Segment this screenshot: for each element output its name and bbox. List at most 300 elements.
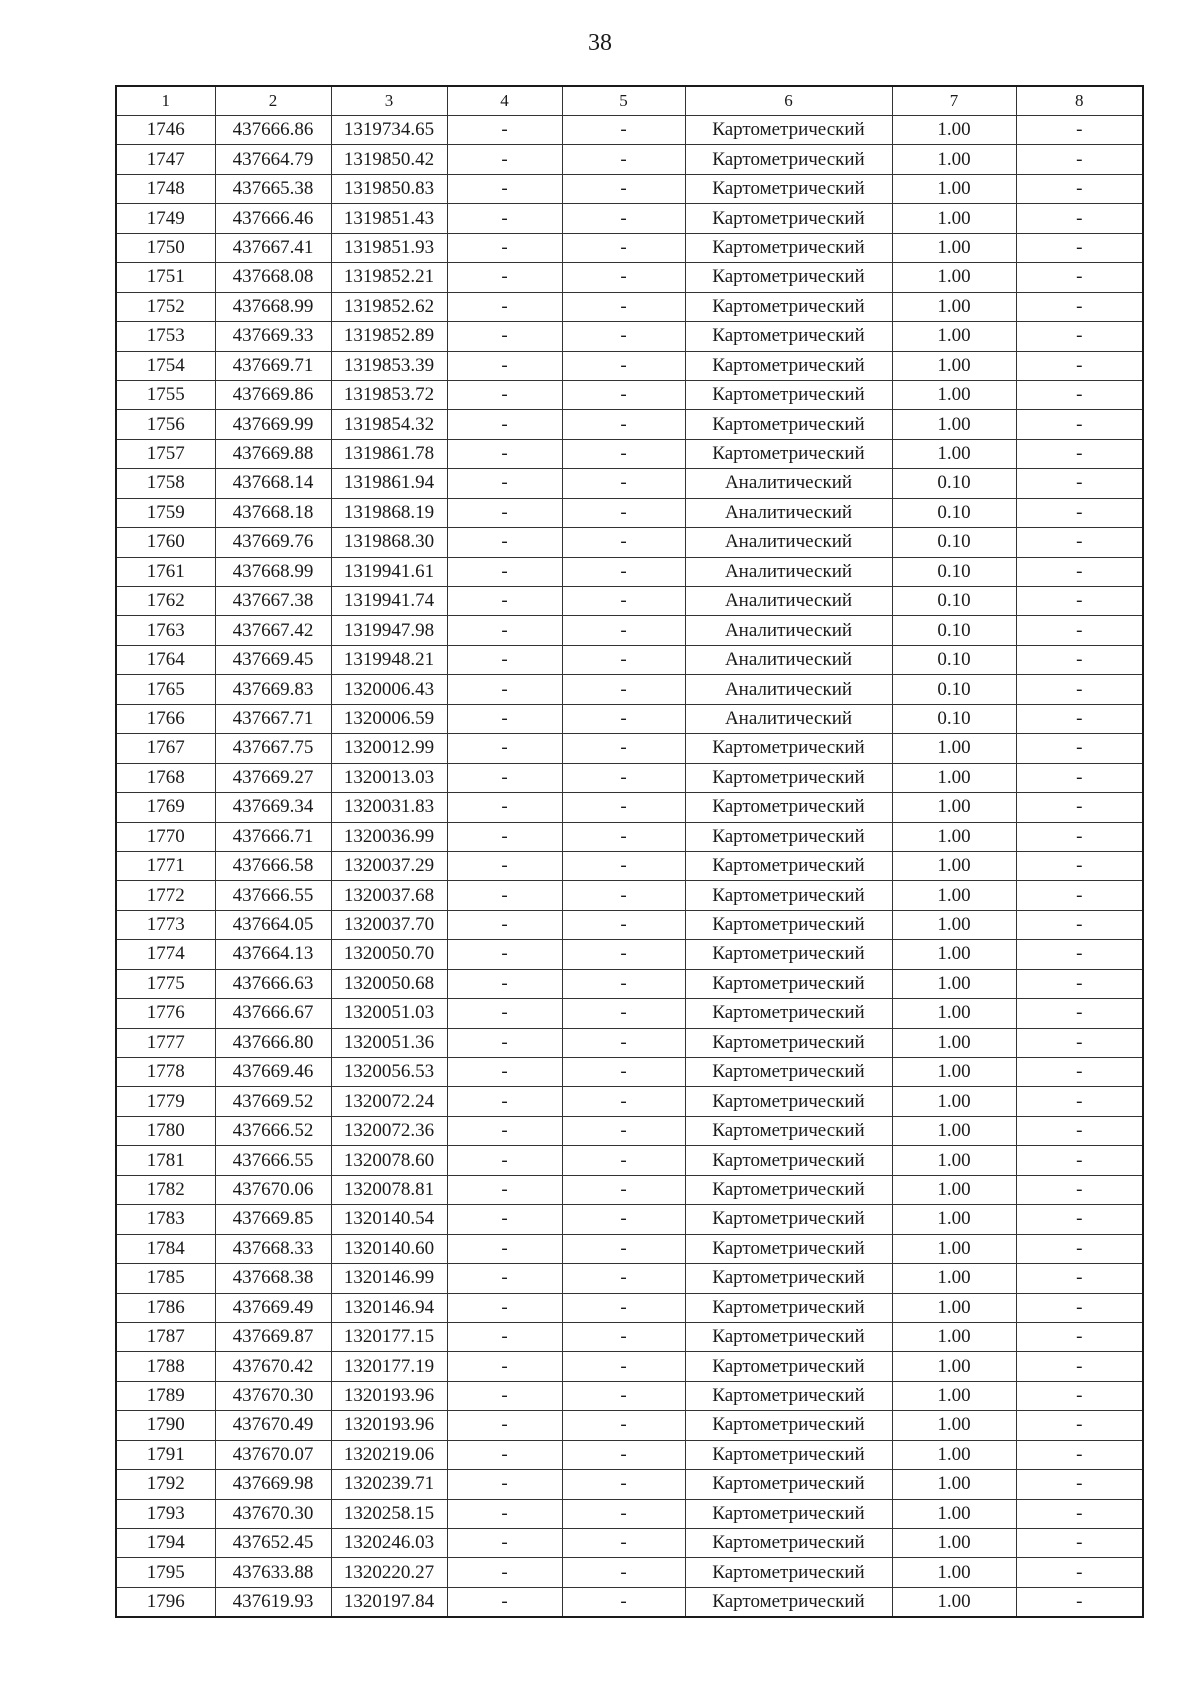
x-coordinate-cell: 437668.99 — [215, 292, 331, 321]
point-number-cell: 1756 — [116, 410, 215, 439]
table-row — [116, 587, 1143, 616]
table-row — [116, 999, 1143, 1028]
method-cell: Картометрический — [685, 1381, 892, 1410]
y-coordinate-cell: 1320036.99 — [331, 822, 447, 851]
col5-cell: - — [562, 822, 685, 851]
accuracy-cell: 1.00 — [892, 145, 1016, 174]
accuracy-cell: 0.10 — [892, 704, 1016, 733]
col5-cell: - — [562, 1587, 685, 1617]
y-coordinate-cell: 1320219.06 — [331, 1440, 447, 1469]
col5-cell: - — [562, 204, 685, 233]
col4-cell: - — [447, 910, 562, 939]
accuracy-cell: 1.00 — [892, 1087, 1016, 1116]
method-cell: Картометрический — [685, 1558, 892, 1587]
y-coordinate-cell: 1320050.68 — [331, 969, 447, 998]
col8-cell: - — [1016, 1411, 1143, 1440]
table-row — [116, 1028, 1143, 1057]
table-row — [116, 793, 1143, 822]
y-coordinate-cell: 1320056.53 — [331, 1058, 447, 1087]
y-coordinate-cell: 1320239.71 — [331, 1470, 447, 1499]
col8-cell: - — [1016, 881, 1143, 910]
column-header-6: 6 — [685, 86, 892, 116]
col5-cell: - — [562, 969, 685, 998]
col8-cell: - — [1016, 910, 1143, 939]
table-row — [116, 1322, 1143, 1351]
point-number-cell: 1767 — [116, 734, 215, 763]
x-coordinate-cell: 437669.71 — [215, 351, 331, 380]
y-coordinate-cell: 1320246.03 — [331, 1529, 447, 1558]
col8-cell: - — [1016, 557, 1143, 586]
col5-cell: - — [562, 1264, 685, 1293]
accuracy-cell: 1.00 — [892, 351, 1016, 380]
col5-cell: - — [562, 410, 685, 439]
col5-cell: - — [562, 292, 685, 321]
method-cell: Аналитический — [685, 587, 892, 616]
col5-cell: - — [562, 704, 685, 733]
point-number-cell: 1785 — [116, 1264, 215, 1293]
column-header-8: 8 — [1016, 86, 1143, 116]
method-cell: Картометрический — [685, 1470, 892, 1499]
y-coordinate-cell: 1320050.70 — [331, 940, 447, 969]
y-coordinate-cell: 1320031.83 — [331, 793, 447, 822]
x-coordinate-cell: 437666.63 — [215, 969, 331, 998]
method-cell: Картометрический — [685, 1205, 892, 1234]
x-coordinate-cell: 437669.98 — [215, 1470, 331, 1499]
y-coordinate-cell: 1319852.62 — [331, 292, 447, 321]
col4-cell: - — [447, 1558, 562, 1587]
method-cell: Картометрический — [685, 763, 892, 792]
col8-cell: - — [1016, 616, 1143, 645]
col4-cell: - — [447, 439, 562, 468]
col5-cell: - — [562, 116, 685, 145]
y-coordinate-cell: 1319861.78 — [331, 439, 447, 468]
method-cell: Картометрический — [685, 1499, 892, 1528]
col8-cell: - — [1016, 851, 1143, 880]
x-coordinate-cell: 437670.30 — [215, 1499, 331, 1528]
y-coordinate-cell: 1319853.39 — [331, 351, 447, 380]
col8-cell: - — [1016, 1352, 1143, 1381]
point-number-cell: 1751 — [116, 263, 215, 292]
x-coordinate-cell: 437666.86 — [215, 116, 331, 145]
col4-cell: - — [447, 410, 562, 439]
method-cell: Картометрический — [685, 380, 892, 409]
point-number-cell: 1786 — [116, 1293, 215, 1322]
col5-cell: - — [562, 1234, 685, 1263]
col5-cell: - — [562, 587, 685, 616]
col5-cell: - — [562, 1470, 685, 1499]
y-coordinate-cell: 1319852.21 — [331, 263, 447, 292]
point-number-cell: 1748 — [116, 174, 215, 203]
x-coordinate-cell: 437670.42 — [215, 1352, 331, 1381]
method-cell: Картометрический — [685, 292, 892, 321]
x-coordinate-cell: 437669.83 — [215, 675, 331, 704]
table-row — [116, 822, 1143, 851]
col8-cell: - — [1016, 999, 1143, 1028]
col8-cell: - — [1016, 1234, 1143, 1263]
table-row — [116, 616, 1143, 645]
col5-cell: - — [562, 999, 685, 1028]
point-number-cell: 1778 — [116, 1058, 215, 1087]
col8-cell: - — [1016, 704, 1143, 733]
col8-cell: - — [1016, 292, 1143, 321]
table-row — [116, 1234, 1143, 1263]
col5-cell: - — [562, 498, 685, 527]
x-coordinate-cell: 437668.14 — [215, 469, 331, 498]
method-cell: Картометрический — [685, 204, 892, 233]
method-cell: Картометрический — [685, 1529, 892, 1558]
col5-cell: - — [562, 910, 685, 939]
x-coordinate-cell: 437667.38 — [215, 587, 331, 616]
table-row — [116, 322, 1143, 351]
col8-cell: - — [1016, 380, 1143, 409]
col8-cell: - — [1016, 1470, 1143, 1499]
col4-cell: - — [447, 1411, 562, 1440]
method-cell: Аналитический — [685, 645, 892, 674]
y-coordinate-cell: 1319851.43 — [331, 204, 447, 233]
col8-cell: - — [1016, 1058, 1143, 1087]
y-coordinate-cell: 1320177.15 — [331, 1322, 447, 1351]
accuracy-cell: 1.00 — [892, 204, 1016, 233]
y-coordinate-cell: 1319861.94 — [331, 469, 447, 498]
table-row — [116, 233, 1143, 262]
y-coordinate-cell: 1320193.96 — [331, 1411, 447, 1440]
accuracy-cell: 0.10 — [892, 616, 1016, 645]
point-number-cell: 1781 — [116, 1146, 215, 1175]
x-coordinate-cell: 437666.55 — [215, 881, 331, 910]
table-row — [116, 439, 1143, 468]
x-coordinate-cell: 437669.85 — [215, 1205, 331, 1234]
point-number-cell: 1779 — [116, 1087, 215, 1116]
col5-cell: - — [562, 233, 685, 262]
method-cell: Картометрический — [685, 1028, 892, 1057]
x-coordinate-cell: 437669.27 — [215, 763, 331, 792]
point-number-cell: 1791 — [116, 1440, 215, 1469]
method-cell: Аналитический — [685, 469, 892, 498]
x-coordinate-cell: 437668.38 — [215, 1264, 331, 1293]
accuracy-cell: 0.10 — [892, 528, 1016, 557]
point-number-cell: 1792 — [116, 1470, 215, 1499]
point-number-cell: 1795 — [116, 1558, 215, 1587]
method-cell: Картометрический — [685, 410, 892, 439]
table-row — [116, 1058, 1143, 1087]
col4-cell: - — [447, 881, 562, 910]
x-coordinate-cell: 437669.87 — [215, 1322, 331, 1351]
table-row — [116, 1529, 1143, 1558]
point-number-cell: 1757 — [116, 439, 215, 468]
col4-cell: - — [447, 1205, 562, 1234]
table-row — [116, 380, 1143, 409]
y-coordinate-cell: 1320220.27 — [331, 1558, 447, 1587]
point-number-cell: 1772 — [116, 881, 215, 910]
x-coordinate-cell: 437619.93 — [215, 1587, 331, 1617]
point-number-cell: 1777 — [116, 1028, 215, 1057]
method-cell: Аналитический — [685, 616, 892, 645]
accuracy-cell: 1.00 — [892, 910, 1016, 939]
x-coordinate-cell: 437670.30 — [215, 1381, 331, 1410]
x-coordinate-cell: 437669.86 — [215, 380, 331, 409]
table-body — [116, 116, 1143, 1618]
x-coordinate-cell: 437669.76 — [215, 528, 331, 557]
y-coordinate-cell: 1319734.65 — [331, 116, 447, 145]
col4-cell: - — [447, 969, 562, 998]
col8-cell: - — [1016, 1293, 1143, 1322]
accuracy-cell: 1.00 — [892, 1205, 1016, 1234]
x-coordinate-cell: 437670.49 — [215, 1411, 331, 1440]
y-coordinate-cell: 1320051.36 — [331, 1028, 447, 1057]
point-number-cell: 1761 — [116, 557, 215, 586]
y-coordinate-cell: 1319941.61 — [331, 557, 447, 586]
accuracy-cell: 1.00 — [892, 1146, 1016, 1175]
point-number-cell: 1770 — [116, 822, 215, 851]
col4-cell: - — [447, 734, 562, 763]
col4-cell: - — [447, 322, 562, 351]
accuracy-cell: 1.00 — [892, 851, 1016, 880]
x-coordinate-cell: 437669.52 — [215, 1087, 331, 1116]
col5-cell: - — [562, 1411, 685, 1440]
col4-cell: - — [447, 498, 562, 527]
page-number: 38 — [588, 30, 612, 56]
y-coordinate-cell: 1320006.59 — [331, 704, 447, 733]
column-header-2: 2 — [215, 86, 331, 116]
col5-cell: - — [562, 1175, 685, 1204]
method-cell: Картометрический — [685, 793, 892, 822]
y-coordinate-cell: 1319853.72 — [331, 380, 447, 409]
col8-cell: - — [1016, 174, 1143, 203]
accuracy-cell: 0.10 — [892, 675, 1016, 704]
method-cell: Картометрический — [685, 263, 892, 292]
accuracy-cell: 1.00 — [892, 999, 1016, 1028]
point-number-cell: 1765 — [116, 675, 215, 704]
accuracy-cell: 1.00 — [892, 822, 1016, 851]
col8-cell: - — [1016, 734, 1143, 763]
accuracy-cell: 1.00 — [892, 380, 1016, 409]
col5-cell: - — [562, 1499, 685, 1528]
accuracy-cell: 1.00 — [892, 1470, 1016, 1499]
col4-cell: - — [447, 1352, 562, 1381]
y-coordinate-cell: 1320006.43 — [331, 675, 447, 704]
accuracy-cell: 1.00 — [892, 1264, 1016, 1293]
col8-cell: - — [1016, 1558, 1143, 1587]
table-row — [116, 1087, 1143, 1116]
accuracy-cell: 1.00 — [892, 116, 1016, 145]
col4-cell: - — [447, 263, 562, 292]
method-cell: Картометрический — [685, 851, 892, 880]
col4-cell: - — [447, 645, 562, 674]
col5-cell: - — [562, 763, 685, 792]
method-cell: Картометрический — [685, 1058, 892, 1087]
table-row — [116, 1411, 1143, 1440]
col5-cell: - — [562, 351, 685, 380]
x-coordinate-cell: 437652.45 — [215, 1529, 331, 1558]
point-number-cell: 1769 — [116, 793, 215, 822]
col4-cell: - — [447, 380, 562, 409]
col5-cell: - — [562, 1440, 685, 1469]
method-cell: Картометрический — [685, 1352, 892, 1381]
point-number-cell: 1782 — [116, 1175, 215, 1204]
table-row — [116, 116, 1143, 145]
point-number-cell: 1753 — [116, 322, 215, 351]
column-header-5: 5 — [562, 86, 685, 116]
method-cell: Картометрический — [685, 734, 892, 763]
coordinates-table — [115, 85, 1144, 1618]
accuracy-cell: 1.00 — [892, 233, 1016, 262]
point-number-cell: 1787 — [116, 1322, 215, 1351]
col4-cell: - — [447, 233, 562, 262]
table-row — [116, 204, 1143, 233]
x-coordinate-cell: 437669.99 — [215, 410, 331, 439]
y-coordinate-cell: 1320177.19 — [331, 1352, 447, 1381]
accuracy-cell: 0.10 — [892, 557, 1016, 586]
col5-cell: - — [562, 675, 685, 704]
table-row — [116, 1264, 1143, 1293]
col8-cell: - — [1016, 469, 1143, 498]
table-row — [116, 1470, 1143, 1499]
column-header-7: 7 — [892, 86, 1016, 116]
y-coordinate-cell: 1320258.15 — [331, 1499, 447, 1528]
y-coordinate-cell: 1320013.03 — [331, 763, 447, 792]
y-coordinate-cell: 1320140.60 — [331, 1234, 447, 1263]
accuracy-cell: 0.10 — [892, 645, 1016, 674]
y-coordinate-cell: 1319850.83 — [331, 174, 447, 203]
table-row — [116, 498, 1143, 527]
x-coordinate-cell: 437666.46 — [215, 204, 331, 233]
col8-cell: - — [1016, 1529, 1143, 1558]
col5-cell: - — [562, 881, 685, 910]
table-row — [116, 940, 1143, 969]
y-coordinate-cell: 1319947.98 — [331, 616, 447, 645]
col4-cell: - — [447, 1116, 562, 1145]
y-coordinate-cell: 1320012.99 — [331, 734, 447, 763]
x-coordinate-cell: 437664.13 — [215, 940, 331, 969]
point-number-cell: 1796 — [116, 1587, 215, 1617]
point-number-cell: 1760 — [116, 528, 215, 557]
table-row — [116, 1175, 1143, 1204]
accuracy-cell: 1.00 — [892, 793, 1016, 822]
table-header — [116, 86, 1143, 116]
col4-cell: - — [447, 145, 562, 174]
x-coordinate-cell: 437667.75 — [215, 734, 331, 763]
x-coordinate-cell: 437670.07 — [215, 1440, 331, 1469]
accuracy-cell: 0.10 — [892, 469, 1016, 498]
point-number-cell: 1774 — [116, 940, 215, 969]
col5-cell: - — [562, 145, 685, 174]
table-row — [116, 734, 1143, 763]
col5-cell: - — [562, 263, 685, 292]
col5-cell: - — [562, 1087, 685, 1116]
method-cell: Картометрический — [685, 439, 892, 468]
accuracy-cell: 1.00 — [892, 1028, 1016, 1057]
table-row — [116, 1558, 1143, 1587]
y-coordinate-cell: 1319868.19 — [331, 498, 447, 527]
accuracy-cell: 1.00 — [892, 322, 1016, 351]
y-coordinate-cell: 1320140.54 — [331, 1205, 447, 1234]
col4-cell: - — [447, 851, 562, 880]
col5-cell: - — [562, 557, 685, 586]
col4-cell: - — [447, 1587, 562, 1617]
method-cell: Картометрический — [685, 351, 892, 380]
col8-cell: - — [1016, 528, 1143, 557]
accuracy-cell: 1.00 — [892, 763, 1016, 792]
point-number-cell: 1749 — [116, 204, 215, 233]
y-coordinate-cell: 1319854.32 — [331, 410, 447, 439]
table-row — [116, 1381, 1143, 1410]
col5-cell: - — [562, 1352, 685, 1381]
x-coordinate-cell: 437666.58 — [215, 851, 331, 880]
y-coordinate-cell: 1320037.29 — [331, 851, 447, 880]
x-coordinate-cell: 437666.55 — [215, 1146, 331, 1175]
x-coordinate-cell: 437669.46 — [215, 1058, 331, 1087]
table-row — [116, 763, 1143, 792]
y-coordinate-cell: 1319868.30 — [331, 528, 447, 557]
x-coordinate-cell: 437669.45 — [215, 645, 331, 674]
point-number-cell: 1776 — [116, 999, 215, 1028]
accuracy-cell: 0.10 — [892, 587, 1016, 616]
col8-cell: - — [1016, 322, 1143, 351]
point-number-cell: 1754 — [116, 351, 215, 380]
x-coordinate-cell: 437669.88 — [215, 439, 331, 468]
table-row — [116, 263, 1143, 292]
col4-cell: - — [447, 1529, 562, 1558]
method-cell: Картометрический — [685, 1175, 892, 1204]
col4-cell: - — [447, 940, 562, 969]
accuracy-cell: 1.00 — [892, 1352, 1016, 1381]
table-row — [116, 675, 1143, 704]
col8-cell: - — [1016, 1205, 1143, 1234]
point-number-cell: 1768 — [116, 763, 215, 792]
point-number-cell: 1759 — [116, 498, 215, 527]
y-coordinate-cell: 1320193.96 — [331, 1381, 447, 1410]
point-number-cell: 1763 — [116, 616, 215, 645]
x-coordinate-cell: 437666.71 — [215, 822, 331, 851]
point-number-cell: 1766 — [116, 704, 215, 733]
accuracy-cell: 1.00 — [892, 1499, 1016, 1528]
method-cell: Аналитический — [685, 498, 892, 527]
point-number-cell: 1762 — [116, 587, 215, 616]
col8-cell: - — [1016, 1322, 1143, 1351]
x-coordinate-cell: 437667.42 — [215, 616, 331, 645]
col4-cell: - — [447, 793, 562, 822]
table-row — [116, 881, 1143, 910]
col8-cell: - — [1016, 763, 1143, 792]
method-cell: Картометрический — [685, 1234, 892, 1263]
method-cell: Картометрический — [685, 1322, 892, 1351]
table-row — [116, 1293, 1143, 1322]
table-row — [116, 469, 1143, 498]
x-coordinate-cell: 437666.52 — [215, 1116, 331, 1145]
col4-cell: - — [447, 1234, 562, 1263]
header-row — [116, 86, 1143, 116]
col8-cell: - — [1016, 1440, 1143, 1469]
column-header-4: 4 — [447, 86, 562, 116]
y-coordinate-cell: 1320037.70 — [331, 910, 447, 939]
x-coordinate-cell: 437666.67 — [215, 999, 331, 1028]
table-row — [116, 704, 1143, 733]
col4-cell: - — [447, 763, 562, 792]
col5-cell: - — [562, 734, 685, 763]
col8-cell: - — [1016, 1175, 1143, 1204]
col5-cell: - — [562, 793, 685, 822]
col5-cell: - — [562, 1146, 685, 1175]
point-number-cell: 1790 — [116, 1411, 215, 1440]
column-header-1: 1 — [116, 86, 215, 116]
col4-cell: - — [447, 292, 562, 321]
point-number-cell: 1775 — [116, 969, 215, 998]
table-row — [116, 851, 1143, 880]
point-number-cell: 1746 — [116, 116, 215, 145]
y-coordinate-cell: 1319948.21 — [331, 645, 447, 674]
accuracy-cell: 1.00 — [892, 174, 1016, 203]
method-cell: Картометрический — [685, 822, 892, 851]
